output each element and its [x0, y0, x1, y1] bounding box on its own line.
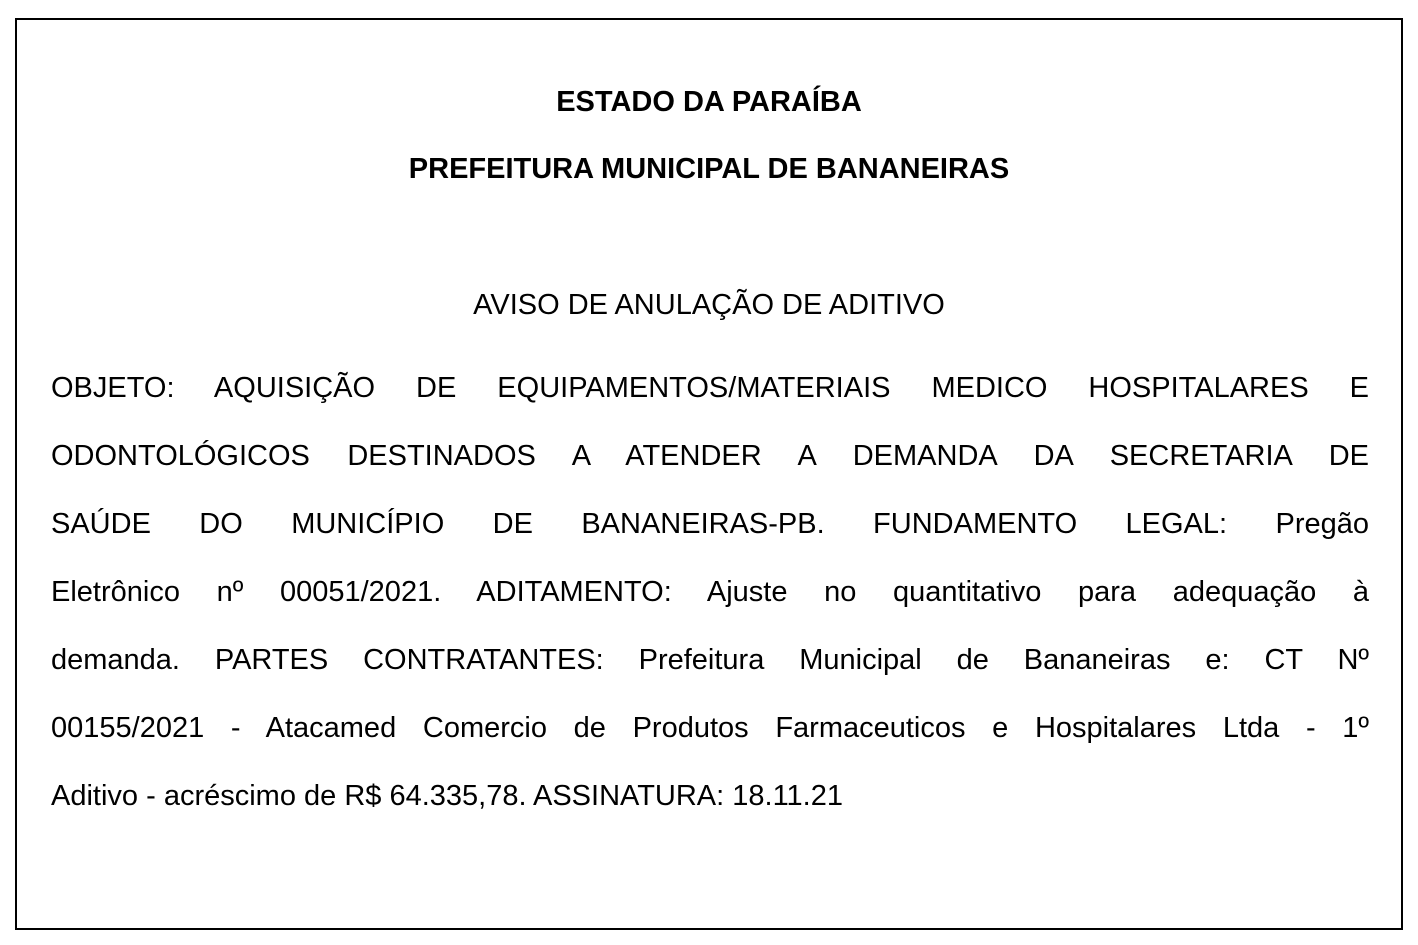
body-line: demanda. PARTES CONTRATANTES: Prefeitura Municipal de Bananeiras e: CT Nº — [51, 644, 1369, 676]
body-line: OBJETO: AQUISIÇÃO DE EQUIPAMENTOS/MATERIAIS MEDICO HOSPITALARES E — [51, 372, 1369, 404]
body-line: Eletrônico nº 00051/2021. ADITAMENTO: Ajuste no quantitativo para adequação à — [51, 576, 1369, 608]
body-line-last: Aditivo - acréscimo de R$ 64.335,78. ASSINATURA: 18.11.21 — [51, 780, 843, 812]
body-line: ODONTOLÓGICOS DESTINADOS A ATENDER A DEMANDA DA SECRETARIA DE — [51, 440, 1369, 472]
notice-title: AVISO DE ANULAÇÃO DE ADITIVO — [473, 289, 945, 321]
notice-frame — [15, 18, 1403, 930]
body-line: 00155/2021 - Atacamed Comercio de Produtos Farmaceuticos e Hospitalares Ltda - 1º — [51, 712, 1369, 744]
notice-body — [51, 354, 1369, 830]
municipality-heading: PREFEITURA MUNICIPAL DE BANANEIRAS — [408, 153, 1010, 185]
state-heading: ESTADO DA PARAÍBA — [556, 86, 862, 118]
body-line: SAÚDE DO MUNICÍPIO DE BANANEIRAS-PB. FUNDAMENTO LEGAL: Pregão — [51, 508, 1369, 540]
